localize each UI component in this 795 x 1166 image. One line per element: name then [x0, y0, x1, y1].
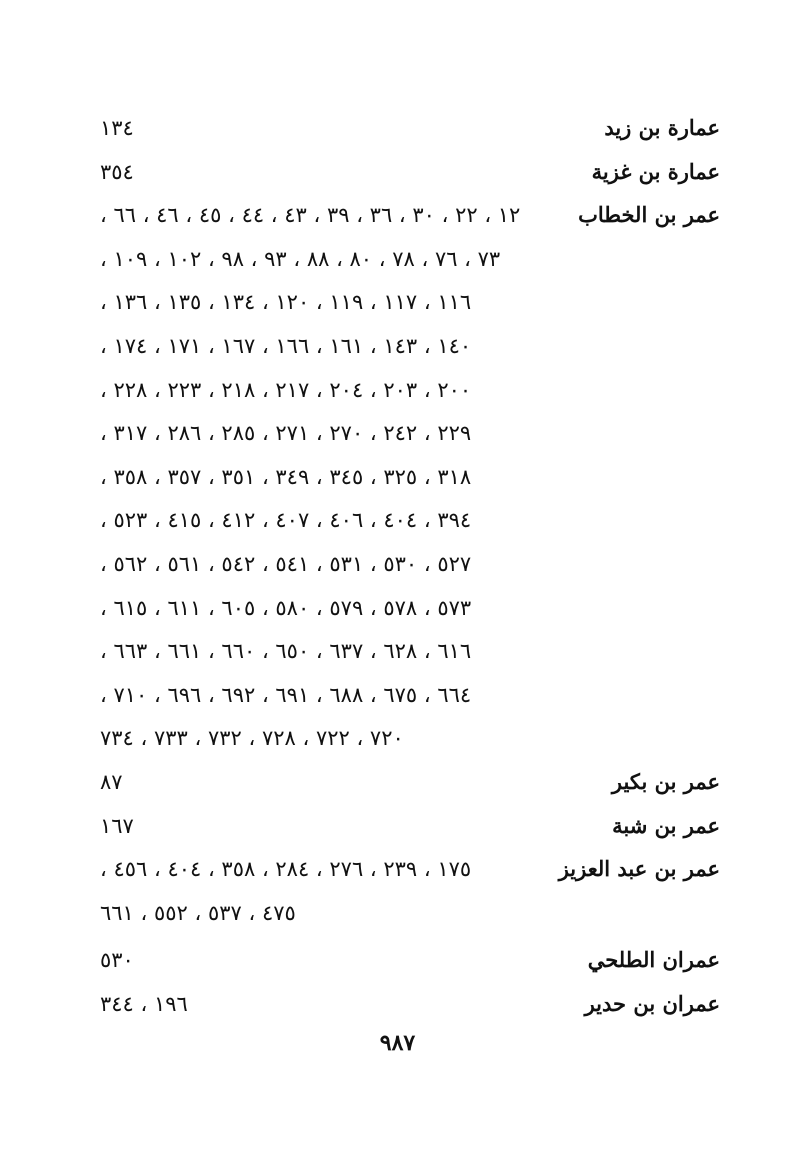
index-row — [100, 806, 720, 846]
entry-page-refs: ١٩٦ ، ٣٤٤ — [100, 992, 188, 1016]
index-row — [100, 762, 720, 802]
entry-page-refs: ٣٥٤ — [100, 159, 134, 184]
entry-page-refs: ١١٦ ، ١١٧ ، ١١٩ ، ١٢٠ ، ١٣٤ ، ١٣٥ ، ١٣٦ ، — [100, 290, 472, 315]
entry-name: عمران الطلحي — [587, 947, 720, 973]
index-row — [100, 326, 720, 366]
index-row — [100, 457, 720, 497]
entry-page-refs: ١٤٠ ، ١٤٣ ، ١٦١ ، ١٦٦ ، ١٦٧ ، ١٧١ ، ١٧٤ ، — [100, 334, 472, 358]
page-number: ٩٨٧ — [379, 1030, 416, 1056]
entry-page-refs: ٧٢٠ ، ٧٢٢ ، ٧٢٨ ، ٧٣٢ ، ٧٣٣ ، ٧٣٤ — [100, 726, 404, 751]
index-row — [100, 195, 720, 235]
index-row — [100, 849, 720, 889]
index-row — [100, 631, 720, 671]
entry-page-refs: ٣٩٤ ، ٤٠٤ ، ٤٠٦ ، ٤٠٧ ، ٤١٢ ، ٤١٥ ، ٥٢٣ ، — [100, 508, 472, 533]
entry-name: عمر بن شبة — [612, 812, 720, 838]
index-row — [100, 675, 720, 715]
index-row — [100, 893, 720, 933]
entry-page-refs: ١٦٧ — [100, 813, 134, 838]
index-row — [100, 984, 720, 1024]
index-row — [100, 370, 720, 410]
entry-page-refs: ٢٢٩ ، ٢٤٢ ، ٢٧٠ ، ٢٧١ ، ٢٨٥ ، ٢٨٦ ، ٣١٧ ، — [100, 421, 472, 446]
entry-page-refs: ٨٧ — [100, 770, 123, 794]
entry-name: عمران بن حدير — [584, 991, 720, 1016]
entry-name: عمارة بن غزية — [591, 158, 720, 184]
index-row — [100, 152, 720, 192]
index-row — [100, 413, 720, 453]
index-row — [100, 500, 720, 540]
entry-name: عمارة بن زيد — [604, 115, 720, 140]
entry-page-refs: ١٣٤ — [100, 116, 134, 140]
entry-page-refs: ٥٣٠ — [100, 948, 134, 973]
entry-page-refs: ٥٢٧ ، ٥٣٠ ، ٥٣١ ، ٥٤١ ، ٥٤٢ ، ٥٦١ ، ٥٦٢ ، — [100, 552, 472, 576]
index-row — [100, 940, 720, 980]
entry-page-refs: ١٧٥ ، ٢٣٩ ، ٢٧٦ ، ٢٨٤ ، ٣٥٨ ، ٤٠٤ ، ٤٥٦ ، — [100, 857, 472, 882]
entry-name: عمر بن بكير — [611, 769, 720, 794]
index-row — [100, 282, 720, 322]
entry-page-refs: ٦٦٤ ، ٦٧٥ ، ٦٨٨ ، ٦٩١ ، ٦٩٢ ، ٦٩٦ ، ٧١٠ ، — [100, 682, 472, 707]
entry-page-refs: ٣١٨ ، ٣٢٥ ، ٣٤٥ ، ٣٤٩ ، ٣٥١ ، ٣٥٧ ، ٣٥٨ ، — [100, 464, 472, 489]
index-row — [100, 544, 720, 584]
entry-name: عمر بن الخطاب — [578, 202, 720, 228]
entry-page-refs: ٥٧٣ ، ٥٧٨ ، ٥٧٩ ، ٥٨٠ ، ٦٠٥ ، ٦١١ ، ٦١٥ ، — [100, 595, 472, 620]
index-row — [100, 718, 720, 758]
entry-page-refs: ١٢ ، ٢٢ ، ٣٠ ، ٣٦ ، ٣٩ ، ٤٣ ، ٤٤ ، ٤٥ ، ٤٦ ، ٦٦ ، — [100, 203, 521, 228]
index-row — [100, 239, 720, 279]
entry-page-refs: ٤٧٥ ، ٥٣٧ ، ٥٥٢ ، ٦٦١ — [100, 900, 296, 925]
entry-name: عمر بن عبد العزيز — [558, 856, 720, 882]
entry-page-refs: ٧٣ ، ٧٦ ، ٧٨ ، ٨٠ ، ٨٨ ، ٩٣ ، ٩٨ ، ١٠٢ ، ١٠٩ ، — [100, 246, 501, 271]
entry-page-refs: ٦١٦ ، ٦٢٨ ، ٦٣٧ ، ٦٥٠ ، ٦٦٠ ، ٦٦١ ، ٦٦٣ ، — [100, 639, 472, 664]
index-row — [100, 108, 720, 148]
entry-page-refs: ٢٠٠ ، ٢٠٣ ، ٢٠٤ ، ٢١٧ ، ٢١٨ ، ٢٢٣ ، ٢٢٨ ، — [100, 377, 472, 402]
index-row — [100, 588, 720, 628]
